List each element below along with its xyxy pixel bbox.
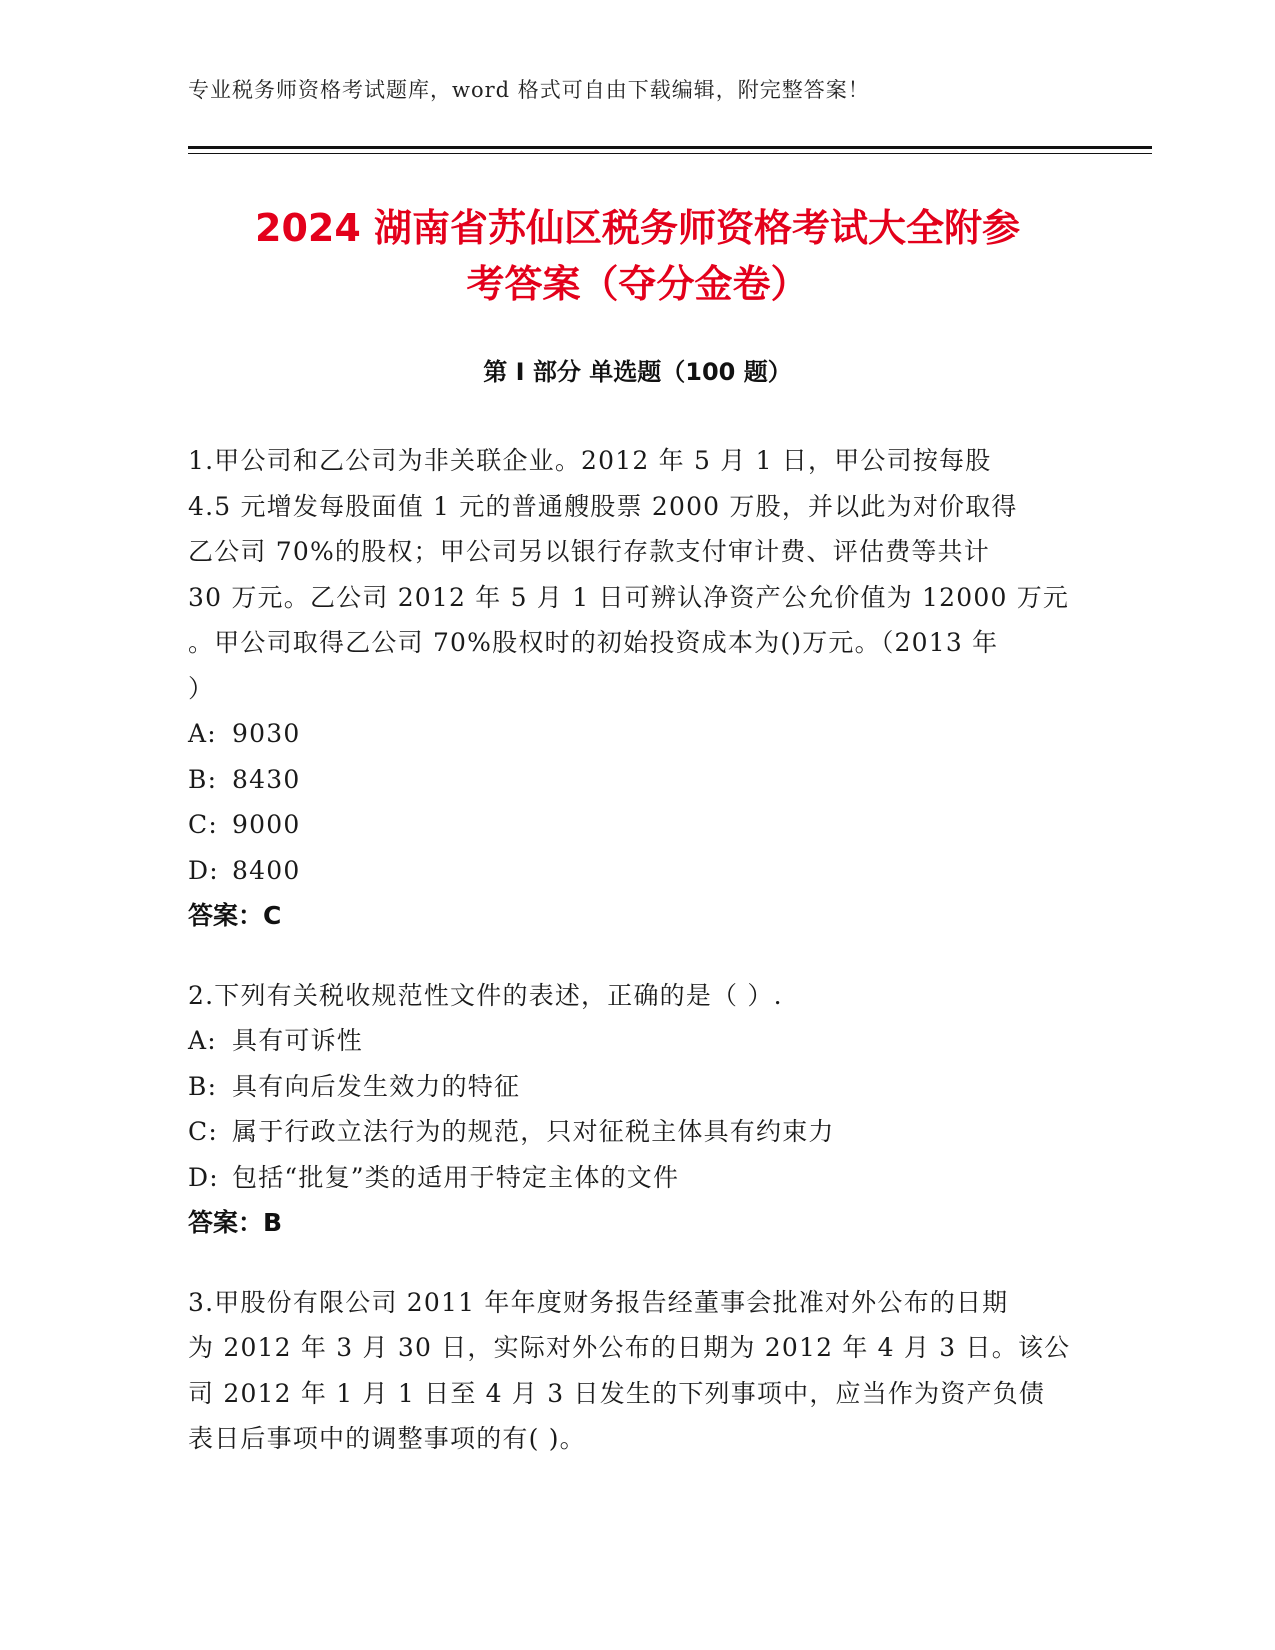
option-b xyxy=(188,1064,1088,1110)
stem-line: 1.甲公司和乙公司为非关联企业。2012 年 5 月 1 日，甲公司按每股 xyxy=(188,446,992,475)
stem-line: 4.5 元增发每股面值 1 元的普通艘股票 2000 万股，并以此为对价取得 xyxy=(188,491,1018,521)
option-d xyxy=(188,848,1088,894)
option-label: C: xyxy=(188,1117,218,1146)
question-3 xyxy=(188,1280,1088,1462)
title-line-1: 2024 湖南省苏仙区税务师资格考试大全附参 xyxy=(255,206,1020,250)
stem-line: 30 万元。乙公司 2012 年 5 月 1 日可辨认净资产公允价值为 12000 万元 xyxy=(188,582,1070,612)
option-label: B: xyxy=(188,1071,218,1101)
stem-line: 3.甲股份有限公司 2011 年年度财务报告经董事会批准对外公布的日期 xyxy=(188,1287,1009,1317)
option-text: 具有可诉性 xyxy=(232,1026,364,1055)
option-b xyxy=(188,757,1088,803)
option-label: D: xyxy=(188,1162,219,1192)
option-text: 8430 xyxy=(232,764,301,794)
option-c xyxy=(188,802,1088,848)
option-text: 9000 xyxy=(232,810,301,839)
question-stem xyxy=(188,438,1088,711)
option-label: A: xyxy=(188,1026,217,1055)
option-a xyxy=(188,711,1088,757)
stem-line: 2.下列有关税收规范性文件的表述，正确的是（ ）. xyxy=(188,980,783,1010)
option-text: 属于行政立法行为的规范，只对征税主体具有约束力 xyxy=(232,1117,835,1146)
answer: 答案：B xyxy=(188,1208,283,1237)
header-divider-thin xyxy=(188,153,1152,154)
stem-line: ） xyxy=(188,673,215,703)
stem-line: 司 2012 年 1 月 1 日至 4 月 3 日发生的下列事项中，应当作为资产负债 xyxy=(188,1378,1046,1408)
option-label: D: xyxy=(188,855,219,885)
option-label: C: xyxy=(188,810,218,839)
answer: 答案：C xyxy=(188,901,282,930)
header-divider-thick xyxy=(188,146,1152,149)
option-text: 包括“批复”类的适用于特定主体的文件 xyxy=(232,1162,680,1192)
section-heading: 第 I 部分 单选题（100 题） xyxy=(483,358,792,386)
document-title xyxy=(150,200,1125,312)
question-list xyxy=(188,438,1088,1496)
option-c xyxy=(188,1109,1088,1155)
question-1 xyxy=(188,438,1088,939)
option-text: 具有向后发生效力的特征 xyxy=(232,1071,521,1101)
option-text: 9030 xyxy=(232,719,301,748)
option-label: A: xyxy=(188,719,217,748)
option-text: 8400 xyxy=(232,855,301,885)
option-label: B: xyxy=(188,764,218,794)
option-a xyxy=(188,1018,1088,1064)
stem-line: 表日后事项中的调整事项的有( )。 xyxy=(188,1424,586,1453)
title-line-2: 考答案（夺分金卷） xyxy=(466,262,809,306)
option-d xyxy=(188,1155,1088,1201)
question-2 xyxy=(188,973,1088,1246)
question-stem xyxy=(188,1280,1088,1462)
header-note: 专业税务师资格考试题库，word 格式可自由下载编辑，附完整答案！ xyxy=(188,78,870,102)
stem-line: 为 2012 年 3 月 30 日，实际对外公布的日期为 2012 年 4 月 3 日。该公 xyxy=(188,1333,1071,1362)
stem-line: 。甲公司取得乙公司 70%股权时的初始投资成本为()万元。（2013 年 xyxy=(188,628,999,657)
question-stem xyxy=(188,973,1088,1019)
stem-line: 乙公司 70%的股权；甲公司另以银行存款支付审计费、评估费等共计 xyxy=(188,537,990,566)
